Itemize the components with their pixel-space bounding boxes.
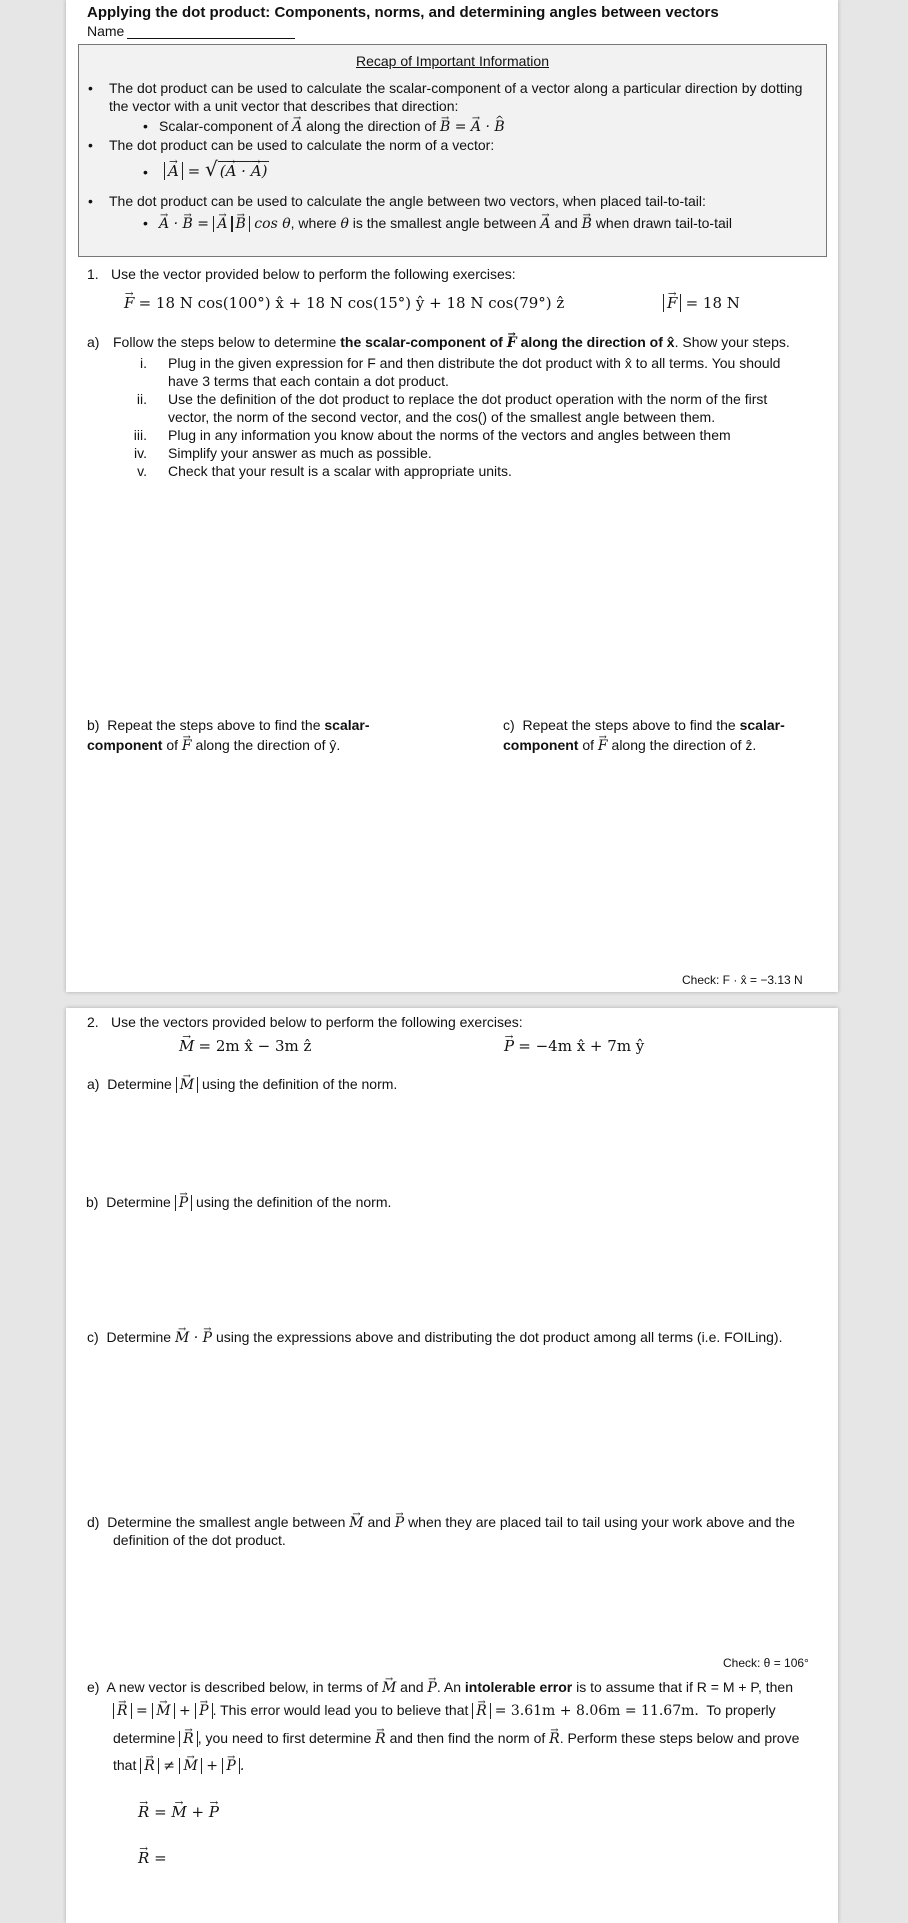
q2a-prompt: a) Determine → M using the definition of the norm. [87, 1076, 397, 1093]
q1a-step-1-num: i. [140, 355, 147, 371]
q1a-step-2-line-1: Use the definition of the dot product to replace the dot product operation with the norm of the first [168, 391, 768, 407]
q1-check-answer: Check: F · x̂ = −3.13 N [682, 973, 803, 987]
recap-bullet-3: The dot product can be used to calculate the angle between two vectors, when placed tail-to-tail: [109, 193, 706, 209]
name-blank-line [127, 24, 295, 39]
q2d-line-1: d) Determine the smallest angle between → M and → P when they are placed tail to tail using your work above and the [87, 1514, 795, 1531]
q2-vector-p: → P = −4m x̂ + 7m ŷ [504, 1037, 644, 1055]
q2e-r-blank: → R = [138, 1849, 167, 1867]
recap-sub-1: Scalar-component of → A along the direction of → B = → A · ^ B [159, 118, 505, 135]
name-label: Name [87, 23, 125, 39]
q2b-prompt: b) Determine → P using the definition of the norm. [86, 1194, 391, 1211]
q2d-line-2: definition of the dot product. [113, 1532, 286, 1548]
q1a-step-5-num: v. [137, 463, 147, 479]
q2-intro: Use the vectors provided below to perform the following exercises: [111, 1014, 523, 1030]
q2c-prompt: c) Determine → M · → P using the expressions above and distributing the dot product among all terms (i.e. FOILing). [87, 1329, 782, 1346]
q1a-step-2-line-2: vector, the norm of the second vector, and the cos() of the smallest angle between them. [168, 409, 716, 425]
q2e-line-3: determine → R , you need to first determine → R and then find the norm of → R. Perform these steps below and prove [113, 1730, 799, 1747]
recap-bullet-1-line-2: the vector with a unit vector that describes that direction: [109, 98, 459, 114]
name-field [87, 23, 295, 39]
q2e-line-1: e) A new vector is described below, in terms of → M and → P. An intolerable error is to assume that if R = M + P, then [87, 1679, 793, 1696]
q1-number: 1. [87, 266, 99, 282]
page-1 [66, 0, 838, 992]
bullet-icon: • [88, 137, 93, 153]
q1a-step-3-line-1: Plug in any information you know about the norms of the vectors and angles between them [168, 427, 731, 443]
q1b-line-2: component of → F along the direction of ŷ. [87, 737, 340, 754]
q1-intro: Use the vector provided below to perform the following exercises: [111, 266, 516, 282]
bullet-icon: • [143, 118, 148, 134]
bullet-icon: • [88, 80, 93, 96]
q2-check-answer: Check: θ = 106° [723, 1656, 809, 1670]
recap-title: Recap of Important Information [356, 53, 549, 69]
q1-force-vector: → F = 18 N cos(100°) x̂ + 18 N cos(15°) ŷ + 18 N cos(79°) ẑ [124, 294, 564, 312]
q1a-prompt: Follow the steps below to determine the scalar-component of → F along the direction of x̂. Show your steps. [113, 334, 790, 351]
q1a-step-3-num: iii. [133, 427, 147, 443]
bullet-icon: • [143, 215, 148, 231]
q1c-line-1: c) Repeat the steps above to find the scalar- [503, 717, 785, 733]
bullet-icon: • [88, 193, 93, 209]
q1a-step-1-line-1: Plug in the given expression for F and then distribute the dot product with x̂ to all terms. You should [168, 355, 781, 371]
worksheet-title: Applying the dot product: Components, norms, and determining angles between vectors [87, 4, 719, 21]
q2-vector-m: → M = 2m x̂ − 3m ẑ [179, 1037, 311, 1055]
q1-force-norm: → F = 18 N [663, 294, 740, 312]
q1a-step-4-num: iv. [134, 445, 147, 461]
q2e-r-equation: → R = → M + → P [138, 1803, 219, 1821]
recap-bullet-2: The dot product can be used to calculate the norm of a vector: [109, 137, 495, 153]
q1a-label: a) [87, 334, 100, 350]
recap-box [78, 44, 827, 257]
q1a-step-4-line-1: Simplify your answer as much as possible. [168, 445, 432, 461]
q2e-line-4: that → R ≠ → M + → P . [113, 1757, 244, 1774]
q2e-line-2: → R = → M + → P . This error would lead you to believe that → R = 3.61m + 8.06m = 11.67m. To properly [113, 1702, 776, 1719]
norm-formula: → A = √ (→ A · → A) [164, 157, 269, 181]
q2-number: 2. [87, 1014, 99, 1030]
q1c-line-2: component of → F along the direction of ẑ. [503, 737, 756, 754]
q1a-step-2-num: ii. [136, 391, 147, 407]
q1a-step-1-line-2: have 3 terms that each contain a dot product. [168, 373, 449, 389]
q1a-step-5-line-1: Check that your result is a scalar with appropriate units. [168, 463, 512, 479]
page-2 [66, 1008, 838, 1923]
recap-bullet-1-line-1: The dot product can be used to calculate the scalar-component of a vector along a particular direction by dotting [109, 80, 803, 96]
q1b-line-1: b) Repeat the steps above to find the scalar- [87, 717, 370, 733]
recap-sub-3: → A · → B = → A→ B cos θ, where θ is the smallest angle between → A and → B when drawn tail-to-tail [159, 215, 732, 232]
bullet-icon: • [143, 164, 148, 180]
